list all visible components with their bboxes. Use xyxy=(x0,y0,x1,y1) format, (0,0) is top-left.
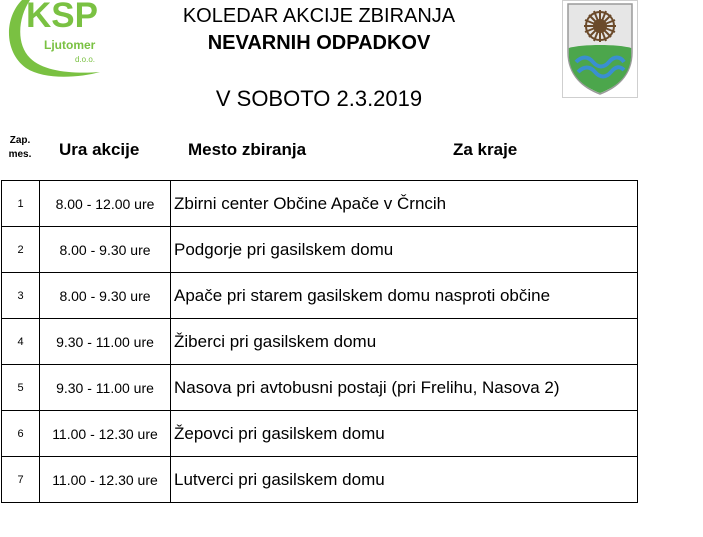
table-row xyxy=(2,273,638,319)
table-row xyxy=(2,181,638,227)
column-header-time: Ura akcije xyxy=(59,140,140,159)
apace-crest-icon xyxy=(562,0,638,98)
row-time: 9.30 - 11.00 ure xyxy=(40,319,171,365)
row-place: Zbirni center Občine Apače v Črncih xyxy=(171,181,638,227)
row-number: 4 xyxy=(2,319,40,365)
logo-city: Ljutomer xyxy=(44,38,96,52)
row-number: 3 xyxy=(2,273,40,319)
row-time: 9.30 - 11.00 ure xyxy=(40,365,171,411)
table-row xyxy=(2,365,638,411)
table-row xyxy=(2,319,638,365)
row-time: 8.00 - 9.30 ure xyxy=(40,273,171,319)
row-place: Podgorje pri gasilskem domu xyxy=(171,227,638,273)
column-header-area: Za kraje xyxy=(453,140,518,159)
row-number: 1 xyxy=(2,181,40,227)
row-place: Žepovci pri gasilskem domu xyxy=(171,411,638,457)
table-row xyxy=(2,411,638,457)
schedule-table xyxy=(1,180,638,503)
municipal-crest xyxy=(562,0,638,98)
row-number: 5 xyxy=(2,365,40,411)
title-line-2: NEVARNIH ODPADKOV xyxy=(207,32,431,54)
row-number: 6 xyxy=(2,411,40,457)
logo-suffix: d.o.o. xyxy=(75,55,96,64)
column-header-number-line1: Zap. xyxy=(9,135,31,146)
row-place: Apače pri starem gasilskem domu nasproti občine xyxy=(171,273,638,319)
table-row xyxy=(2,457,638,503)
row-number: 2 xyxy=(2,227,40,273)
row-time: 11.00 - 12.30 ure xyxy=(40,457,171,503)
event-date: V SOBOTO 2.3.2019 xyxy=(215,86,423,111)
title-line-1: KOLEDAR AKCIJE ZBIRANJA xyxy=(182,5,456,27)
column-header-number-line2: mes. xyxy=(8,149,32,160)
row-number: 7 xyxy=(2,457,40,503)
column-header-place: Mesto zbiranja xyxy=(188,140,307,159)
row-place: Lutverci pri gasilskem domu xyxy=(171,457,638,503)
row-time: 11.00 - 12.30 ure xyxy=(40,411,171,457)
row-time: 8.00 - 9.30 ure xyxy=(40,227,171,273)
row-place: Nasova pri avtobusni postaji (pri Frelihu, Nasova 2) xyxy=(171,365,638,411)
column-header-number xyxy=(2,134,38,162)
table-row xyxy=(2,227,638,273)
logo-brand: KSP xyxy=(26,0,98,35)
row-place: Žiberci pri gasilskem domu xyxy=(171,319,638,365)
row-time: 8.00 - 12.00 ure xyxy=(40,181,171,227)
